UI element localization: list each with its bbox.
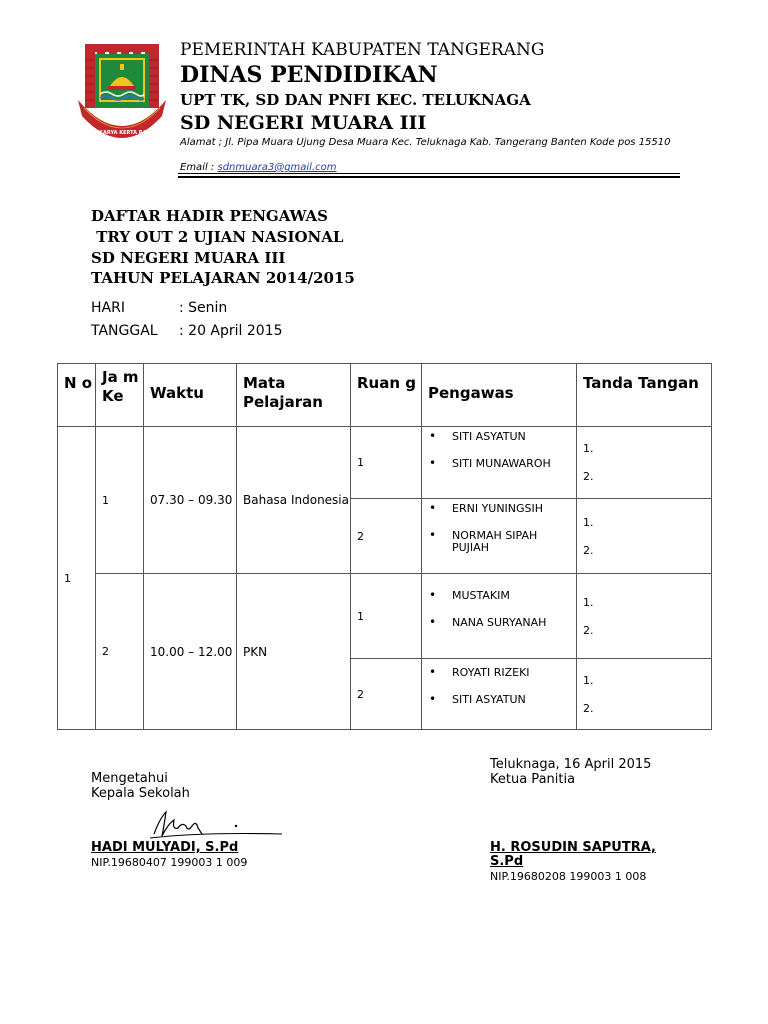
- cell-ttd: [577, 427, 712, 499]
- cell-pengawas: [422, 659, 577, 730]
- tangerang-emblem-icon: [76, 42, 168, 146]
- mengetahui-label: Mengetahui: [91, 771, 168, 786]
- cell-ttd: [577, 659, 712, 730]
- hari-label: HARI: [91, 300, 125, 316]
- pengawas-item: • MUSTAKIM: [428, 590, 576, 602]
- district-logo: [76, 42, 168, 146]
- unit-name: UPT TK, SD DAN PNFI KEC. TELUKNAGA: [180, 91, 531, 109]
- chair-name-line2: S.Pd: [490, 854, 524, 869]
- cell-pengawas: [422, 427, 577, 499]
- cell-ruang: 2: [351, 659, 422, 730]
- attendance-table: [57, 363, 712, 730]
- pengawas-item: • SITI ASYATUN: [428, 694, 576, 706]
- cell-ttd: [577, 499, 712, 574]
- pengawas-item: • ROYATI RIZEKI: [428, 667, 576, 679]
- header-jam: Ja m Ke: [96, 364, 144, 427]
- ttd-slot: 2.: [583, 543, 594, 557]
- footer-right: [490, 757, 651, 787]
- ttd-slot: 2.: [583, 701, 594, 715]
- footer-left: [91, 771, 190, 801]
- header-pengawas: Pengawas: [422, 364, 577, 427]
- cell-mapel: Bahasa Indonesia: [237, 427, 351, 574]
- school-email: [180, 162, 337, 173]
- letterhead-rule-thin: [178, 173, 680, 174]
- header-ruang: Ruan g: [351, 364, 422, 427]
- kepala-sekolah-label: Kepala Sekolah: [91, 786, 190, 801]
- doc-title-1: DAFTAR HADIR PENGAWAS: [91, 207, 328, 225]
- header-waktu: Waktu: [144, 364, 237, 427]
- pengawas-list: [428, 590, 576, 629]
- table-header-row: [58, 364, 712, 427]
- pengawas-list: [428, 503, 576, 554]
- cell-waktu: 07.30 – 09.30: [144, 427, 237, 574]
- svg-text:SATYA KARYA KERTA RAHARJA: SATYA KARYA KERTA RAHARJA: [79, 130, 165, 136]
- ttd-slot: 2.: [583, 470, 594, 483]
- pengawas-list: [428, 431, 576, 470]
- school-address: Alamat ; Jl. Pipa Muara Ujung Desa Muara Kec. Teluknaga Kab. Tangerang Banten Kode pos 15510: [180, 137, 671, 148]
- ttd-slot: 1.: [583, 595, 594, 609]
- doc-title-3: SD NEGERI MUARA III: [91, 249, 286, 267]
- pengawas-item: • NANA SURYANAH: [428, 617, 576, 629]
- table-row: [58, 574, 712, 659]
- ketua-panitia-label: Ketua Panitia: [490, 772, 576, 787]
- place-date: Teluknaga, 16 April 2015: [490, 757, 652, 772]
- cell-pengawas: [422, 574, 577, 659]
- tanggal-value: : 20 April 2015: [179, 323, 283, 339]
- cell-jam: 2: [96, 574, 144, 730]
- cell-ruang: 1: [351, 427, 422, 499]
- cell-ruang: 2: [351, 499, 422, 574]
- header-no: N o: [58, 364, 96, 427]
- email-link[interactable]: sdnmuara3@gmail.com: [217, 162, 337, 173]
- hari-value: : Senin: [179, 300, 228, 316]
- pengawas-list: [428, 667, 576, 706]
- cell-ttd: [577, 574, 712, 659]
- school-name: SD NEGERI MUARA III: [180, 112, 427, 134]
- govt-name: PEMERINTAH KABUPATEN TANGERANG: [180, 40, 545, 60]
- ttd-slot: 1.: [583, 515, 594, 529]
- table-row: [58, 427, 712, 499]
- chair-nip: NIP.19680208 199003 1 008: [490, 870, 647, 883]
- tanggal-label: TANGGAL: [91, 323, 158, 339]
- letterhead-rule-thick: [178, 176, 680, 178]
- doc-title-2: TRY OUT 2 UJIAN NASIONAL: [91, 228, 344, 246]
- principal-name: HADI MULYADI, S.Pd: [91, 840, 239, 855]
- pengawas-item: • SITI MUNAWAROH: [428, 458, 576, 470]
- principal-nip: NIP.19680407 199003 1 009: [91, 856, 248, 869]
- cell-no: 1: [58, 427, 96, 730]
- chair-name-line1: H. ROSUDIN SAPUTRA,: [490, 840, 656, 855]
- cell-jam: 1: [96, 427, 144, 574]
- agency-name: DINAS PENDIDIKAN: [180, 62, 438, 88]
- cell-ruang: 1: [351, 574, 422, 659]
- pengawas-item: • ERNI YUNINGSIH: [428, 503, 576, 515]
- header-mapel: Mata Pelajaran: [237, 364, 351, 427]
- cell-pengawas: [422, 499, 577, 574]
- ttd-slot: 2.: [583, 623, 594, 637]
- cell-mapel: PKN: [237, 574, 351, 730]
- pengawas-item: • SITI ASYATUN: [428, 431, 576, 443]
- ttd-slot: 1.: [583, 673, 594, 687]
- doc-title-4: TAHUN PELAJARAN 2014/2015: [91, 269, 355, 287]
- signature-scribble-icon: [142, 808, 292, 844]
- email-label: Email :: [180, 162, 218, 173]
- header-ttd: Tanda Tangan: [577, 364, 712, 427]
- ttd-slot: 1.: [583, 442, 594, 455]
- pengawas-item: • NORMAH SIPAH PUJIAH: [428, 530, 576, 554]
- cell-waktu: 10.00 – 12.00: [144, 574, 237, 730]
